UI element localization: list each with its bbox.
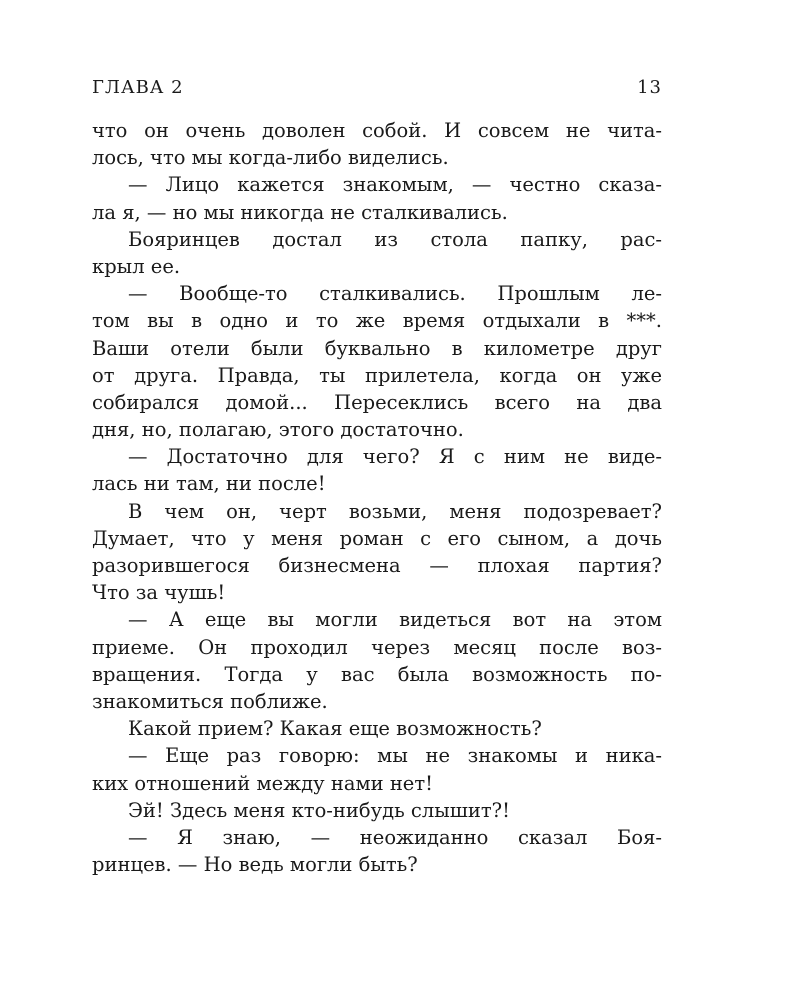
text-line: Думает, что у меня роман с его сыном, а дочь xyxy=(92,526,662,550)
text-line: Эй! Здесь меня кто-нибудь слышит?! xyxy=(128,798,510,822)
body-text xyxy=(92,117,662,878)
text-line: — Лицо кажется знакомым, — честно сказа- xyxy=(128,173,662,197)
text-line: ких отношений между нами нет! xyxy=(92,771,433,795)
text-line: собирался домой... Пересеклись всего на два xyxy=(92,390,662,414)
text-line: Бояринцев достал из стола папку, рас- xyxy=(128,227,662,251)
text-line: лась ни там, ни после! xyxy=(92,472,326,496)
running-head xyxy=(92,77,662,101)
text-line: Ваши отели были буквально в километре друг xyxy=(92,336,662,360)
text-line: — Я знаю, — неожиданно сказал Боя- xyxy=(128,825,662,849)
text-line: дня, но, полагаю, этого достаточно. xyxy=(92,418,464,442)
text-line: — Достаточно для чего? Я с ним не виде- xyxy=(128,445,662,469)
text-line: от друга. Правда, ты прилетела, когда он уже xyxy=(92,363,662,387)
text-line: Какой прием? Какая еще возможность? xyxy=(128,717,542,741)
text-line: знакомиться поближе. xyxy=(92,689,328,713)
text-line: В чем он, черт возьми, меня подозревает? xyxy=(128,499,662,523)
text-line: — Вообще-то сталкивались. Прошлым ле- xyxy=(128,282,662,306)
text-line: крыл ее. xyxy=(92,254,181,278)
text-line: Что за чушь! xyxy=(92,581,226,605)
book-page xyxy=(92,0,662,1000)
text-line: — А еще вы могли видеться вот на этом xyxy=(128,608,662,632)
text-line: ринцев. — Но ведь могли быть? xyxy=(92,853,418,877)
chapter-label: ГЛАВА 2 xyxy=(92,77,184,98)
text-line: — Еще раз говорю: мы не знакомы и ника- xyxy=(128,744,662,768)
text-line: лось, что мы когда-либо виделись. xyxy=(92,146,449,170)
text-line: ла я, — но мы никогда не сталкивались. xyxy=(92,200,508,224)
text-line: приеме. Он проходил через месяц после воз- xyxy=(92,635,662,659)
text-line: том вы в одно и то же время отдыхали в ***. xyxy=(92,309,662,333)
page-number: 13 xyxy=(637,77,662,98)
text-line: вращения. Тогда у вас была возможность по- xyxy=(92,662,662,686)
text-line: разорившегося бизнесмена — плохая партия? xyxy=(92,554,662,577)
text-line: что он очень доволен собой. И совсем не чита- xyxy=(92,119,662,142)
